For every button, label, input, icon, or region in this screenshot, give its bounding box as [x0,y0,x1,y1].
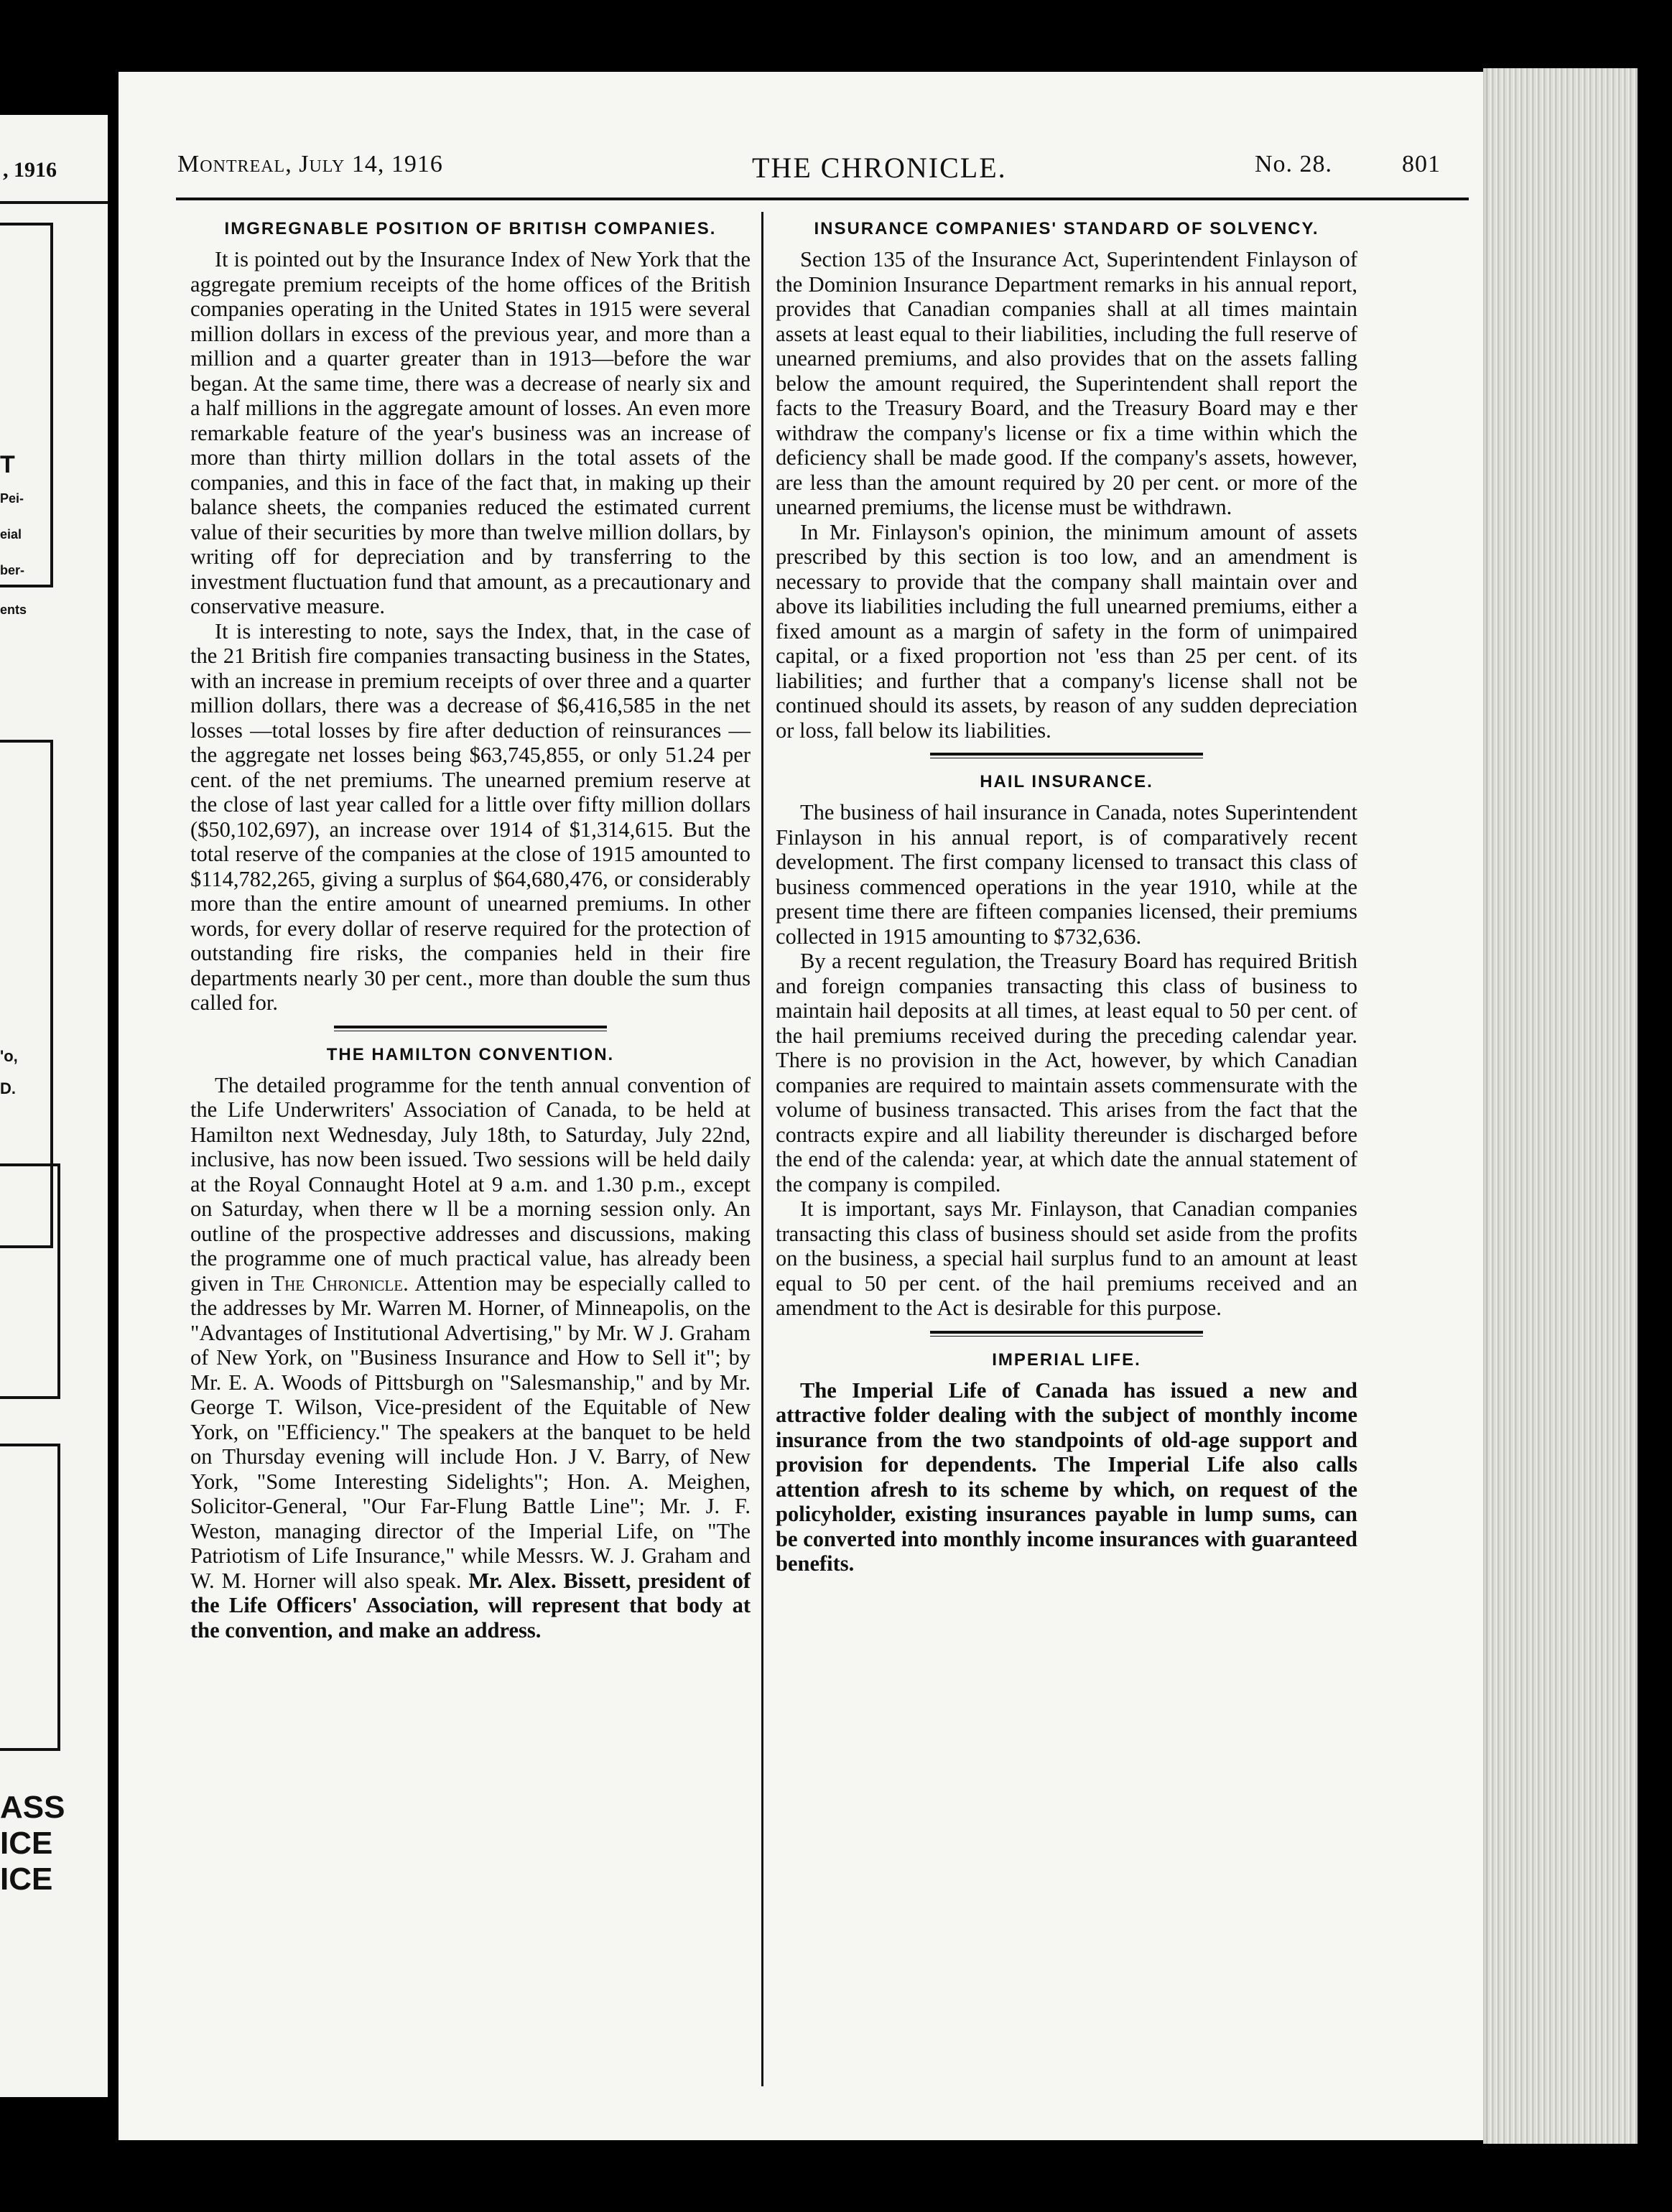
header-rule [176,198,1469,200]
newspaper-page [119,72,1483,2140]
ad-fragment: ASS [0,1790,65,1825]
article-paragraph: It is important, says Mr. Finlayson, that Canadian companies transacting this class of business should set aside from the profits on the business, a special hail surplus fund to an amount at least equal to 50 per cent. of the hail premiums received and an amendment to the Act is desirable for this purpose. [776,1196,1357,1320]
ad-fragment: ICE [0,1826,53,1861]
paragraph-text: The detailed programme for the tenth annual convention of the Life Underwriters' Association of Canada, to be held at Hamilton next Wednesday, July 18th, to Saturday, July 22nd, inclusive, has now been issued. Two sessions will be held daily at the Royal Connaught Hotel at 9 a.m. and 1.30 p.m., except on Saturday, when there w ll be a morning session only. An outline of the prospective addresses and discussions, making the programme one of much practical value, has already been given in [190,1072,751,1296]
ad-fragment: Pei- [0,491,24,506]
article-heading: IMPERIAL LIFE. [992,1349,1141,1370]
previous-page-edge [0,115,108,2097]
ad-fragment: ents [0,603,27,617]
ad-fragment: eial [0,527,22,542]
article-heading: INSURANCE COMPANIES' STANDARD OF SOLVENCY. [814,219,1319,238]
left-column [190,215,751,1642]
article-paragraph: It is pointed out by the Insurance Index of New York that the aggregate premium receipts of the home offices of the British companies operating in the United States in 1915 were several million dollars in excess of the previous year, and more than a million and a quarter greater than in 1913—before the war began. At the same time, there was a decrease of nearly six and a half millions in the aggregate amount of losses. An even more remarkable feature of the year's business was an increase of more than thirty million dollars in the total assets of the companies, and this in face of the fact that, in making up their balance sheets, the companies reduced the estimated current value of their securities by more than twelve million dollars, by writing off for depreciation and by transferring to the investment fluctuation fund that amount, as a precautionary and conservative measure. [190,247,751,618]
section-separator [930,1331,1203,1337]
column-divider [761,212,763,2086]
ad-box [0,1163,60,1399]
ad-box [0,1444,60,1751]
right-column [776,215,1357,1576]
paragraph-text: . Attention may be especially called to the addresses by Mr. Warren M. Horner, of Minneapolis, on the "Advantages of Institutional Advertising," by Mr. W J. Graham of New York, on "Business Insurance and How to Sell it"; by Mr. E. A. Woods of Pittsburgh on "Salesmanship," and by Mr. George T. Wilson, Vice-president of the Equitable of New York, on "Efficiency." The speakers at the banquet to be held on Thursday evening will include Hon. J V. Barry, of New York, "Some Interesting Sidelights"; Hon. A. Meighen, Solicitor-General, "Our Far-Flung Battle Line"; Mr. J. F. Weston, managing director of the Imperial Life, on "The Patriotism of Life Insurance," while Messrs. W. J. Graham and W. M. Horner will also speak. [190,1270,751,1593]
header-title: THE CHRONICLE. [752,152,1007,184]
book-page-stack [1483,68,1638,2144]
article-paragraph: By a recent regulation, the Treasury Board has required British and foreign companies transacting this class of business to maintain hail deposits at all times, at least equal to 50 per cent. of the hail premiums received during the preceding calendar year. There is no provision in the Act, however, by which Canadian companies are required to maintain assets commensurate with the volume of business transacted. This arises from the fact that the contracts expire and all liability thereunder is discharged before the end of the calenda: year, at which date the annual statement of the company is compiled. [776,949,1357,1196]
previous-page-year: , 1916 [3,158,57,182]
section-separator [334,1026,607,1031]
article-heading: THE HAMILTON CONVENTION. [326,1044,615,1064]
header-place-date: Montreal, July 14, 1916 [177,151,443,177]
ad-fragment: ICE [0,1862,53,1897]
ad-fragment: D. [0,1079,16,1097]
article-heading: HAIL INSURANCE. [980,772,1153,791]
article-paragraph: In Mr. Finlayson's opinion, the minimum amount of assets prescribed by this section is too low, and an amendment is necessary to provide that the company shall maintain over and above its liabilities including the full unearned premiums, either a fixed amount as a margin of safety in the form of unimpaired capital, or a fixed proportion not 'ess than 25 per cent. of its liabilities; and further that a company's license shall not be continued should its assets, by reason of any sudden depreciation or loss, fall below its liabilities. [776,519,1357,743]
paragraph-text: Mr. Alex. Bissett, president of the Life Officers' Association, will represent that body at the convention, and make an address. [190,1568,751,1642]
article-paragraph: The business of hail insurance in Canada, notes Superintendent Finlayson in his annual report, is of comparatively recent development. The first company licensed to transact this class of business commenced operations in the year 1910, while at the present time there are fifteen companies licensed, their premiums collected in 1915 amounting to $732,636. [776,800,1357,949]
article-paragraph: Section 135 of the Insurance Act, Superintendent Finlayson of the Dominion Insurance Department remarks in his annual report, provides that Canadian companies shall at all times maintain assets at least equal to their liabilities, including the full reserve of unearned premiums, and also provides that on the assets falling below the amount required, the Superintendent shall report the facts to the Treasury Board, and the Treasury Board may e ther withdraw the company's license or fix a time within which the deficiency shall be made good. If the company's assets, however, are less than the amount required by 20 per cent. or more of the unearned premiums, the license must be withdrawn. [776,247,1357,519]
article-paragraph: It is interesting to note, says the Index, that, in the case of the 21 British fire companies transacting business in the States, with an increase in premium receipts of over three and a quarter million dollars, there was a decrease of $6,416,585 in the net losses —total losses by fire after deduction of reinsurances —the aggregate net losses being $63,745,855, or only 51.24 per cent. of the net premiums. The unearned premium reserve at the close of last year called for a little over fifty million dollars ($50,102,697), an increase over 1914 of $1,314,615. But the total reserve of the companies at the close of 1915 amounted to $114,782,265, giving a surplus of $64,680,476, or considerably more than the entire amount of unearned premiums. In other words, for every dollar of reserve required for the protection of outstanding fire risks, the companies held in their fire departments nearly 30 per cent., more than double the sum thus called for. [190,618,751,1015]
header-issue: No. 28. [1255,151,1333,177]
article-paragraph: The Imperial Life of Canada has issued a new and attractive folder dealing with the subject of monthly income insurance from the two standpoints of old-age support and provision for dependents. The Imperial Life also calls attention afresh to its scheme by which, on request of the policyholder, existing insurances payable in lump sums, can be converted into monthly income insurances with guaranteed benefits. [776,1377,1357,1576]
article-paragraph [190,1073,751,1643]
ad-fragment: T [0,451,15,478]
divider [0,201,108,204]
section-separator [930,753,1203,758]
publication-name: The Chronicle [271,1270,404,1296]
ad-fragment: ber- [0,563,25,577]
page-header [177,151,1470,187]
header-page-number: 801 [1402,151,1441,177]
article-heading: IMGREGNABLE POSITION OF BRITISH COMPANIES. [224,219,717,238]
ad-fragment: 'o, [0,1047,18,1065]
